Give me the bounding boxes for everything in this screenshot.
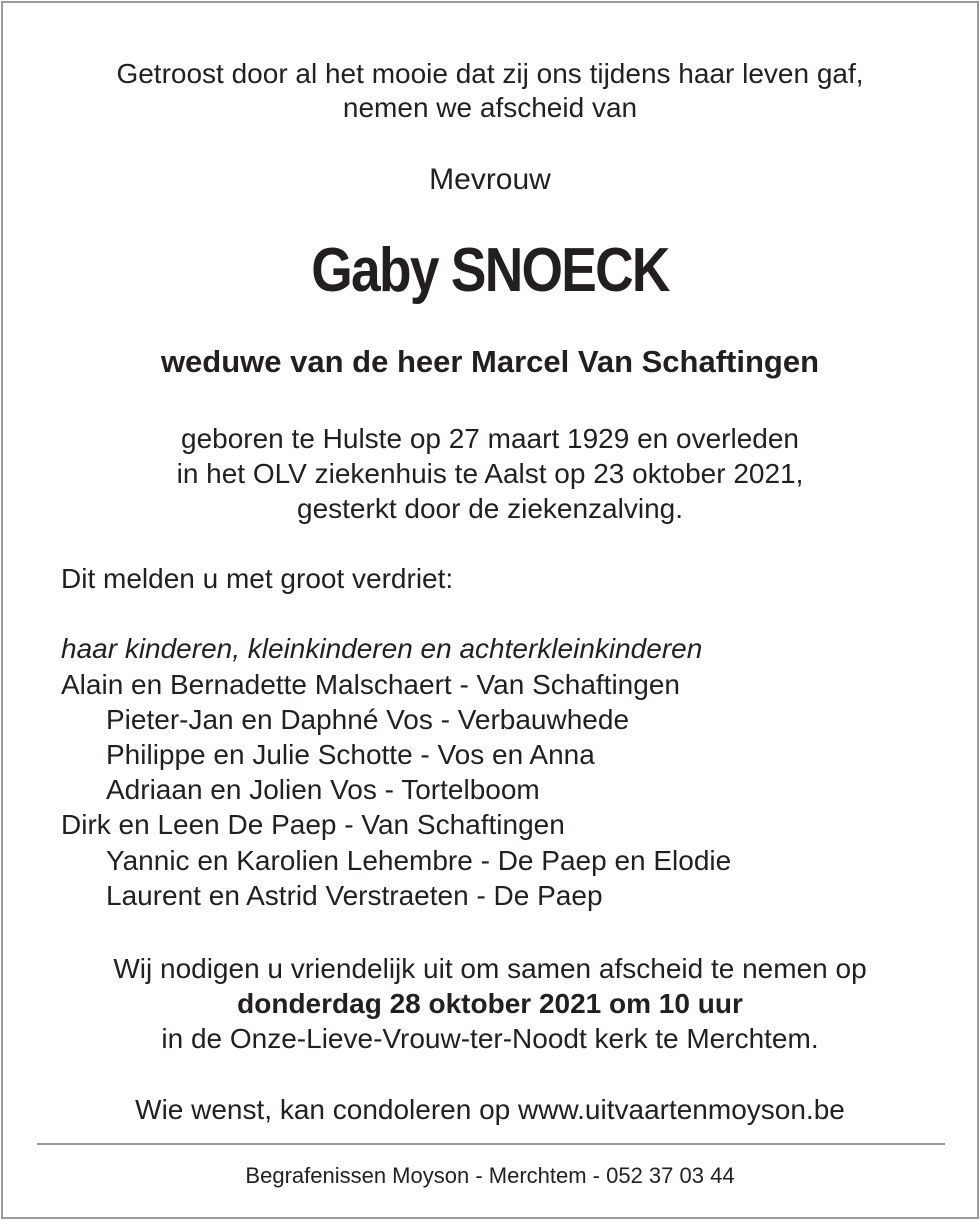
announcement: Dit melden u met groot verdriet: bbox=[61, 563, 454, 594]
family-heading: haar kinderen, kleinkinderen en achterkleinkinderen bbox=[61, 633, 703, 664]
funeral-location: in de Onze-Lieve-Vrouw-ter-Noodt kerk te Merchtem. bbox=[161, 1023, 819, 1054]
condolence-line: Wie wenst, kan condoleren op www.uitvaartenmoyson.be bbox=[135, 1094, 845, 1125]
birth-death-line-2: in het OLV ziekenhuis te Aalst op 23 oktober 2021, bbox=[176, 458, 804, 489]
family-member: Philippe en Julie Schotte - Vos en Anna bbox=[106, 739, 595, 770]
invitation-line: Wij nodigen u vriendelijk uit om samen afscheid te nemen op bbox=[113, 953, 867, 984]
intro-line-1: Getroost door al het mooie dat zij ons tijdens haar leven gaf, bbox=[116, 58, 864, 89]
family-member: Yannic en Karolien Lehembre - De Paep en Elodie bbox=[106, 845, 732, 876]
deceased-name: Gaby SNOECK bbox=[311, 236, 669, 305]
family-member: Dirk en Leen De Paep - Van Schaftingen bbox=[61, 809, 565, 840]
footer-divider bbox=[37, 1143, 945, 1145]
intro-line-2: nemen we afscheid van bbox=[342, 92, 638, 123]
family-member: Laurent en Astrid Verstraeten - De Paep bbox=[106, 880, 603, 911]
obituary-card bbox=[1, 1, 979, 1219]
family-member: Alain en Bernadette Malschaert - Van Schaftingen bbox=[61, 669, 680, 700]
subtitle: weduwe van de heer Marcel Van Schaftingen bbox=[160, 344, 820, 379]
birth-death-line-1: geboren te Hulste op 27 maart 1929 en overleden bbox=[181, 423, 799, 454]
family-member: Adriaan en Jolien Vos - Tortelboom bbox=[106, 774, 540, 805]
title-prefix: Mevrouw bbox=[429, 163, 551, 196]
funeral-datetime: donderdag 28 oktober 2021 om 10 uur bbox=[237, 988, 743, 1019]
family-member: Pieter-Jan en Daphné Vos - Verbauwhede bbox=[106, 704, 630, 735]
footer-funeral-home: Begrafenissen Moyson - Merchtem - 052 37 03 44 bbox=[245, 1163, 735, 1188]
birth-death-line-3: gesterkt door de ziekenzalving. bbox=[297, 493, 683, 524]
